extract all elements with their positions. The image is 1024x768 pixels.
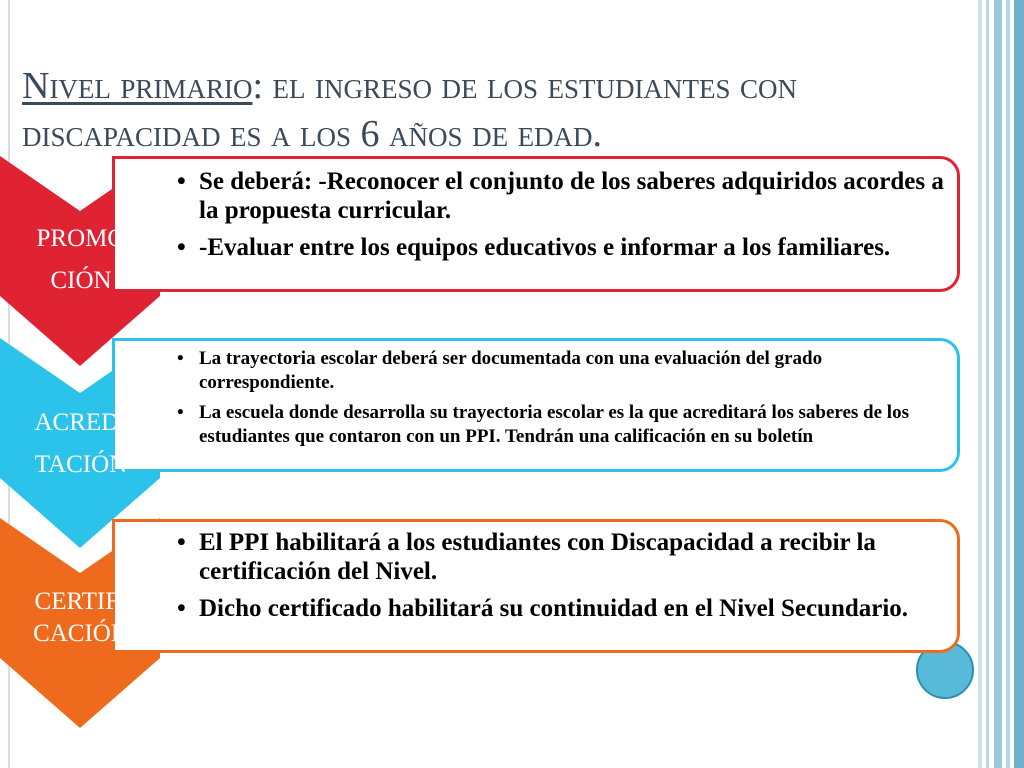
list-item: • La trayectoria escolar deberá ser documentada con una evaluación del grado correspondiente. xyxy=(173,347,945,395)
list-item: • El PPI habilitará a los estudiantes con Discapacidad a recibir la certificación del Nivel. xyxy=(173,528,945,586)
list-item: • Dicho certificado habilitará su continuidad en el Nivel Secundario. xyxy=(173,594,945,623)
right-decorative-stripes xyxy=(978,0,1024,768)
content-box-certificacion xyxy=(112,519,960,653)
chevron-label-promocion: PROMO CIÓN xyxy=(36,225,126,294)
title-rest: : el ingreso de los estudiantes con discapacidad es a los 6 años de edad. xyxy=(22,65,797,155)
title-underlined-part: Nivel primario xyxy=(22,65,253,107)
list-item: • Se deberá: -Reconocer el conjunto de los saberes adquiridos acordes a la propuesta curricular. xyxy=(173,167,945,225)
list-item: • La escuela donde desarrolla su trayectoria escolar es la que acreditará los saberes de los estudiantes que contaron con un PPI. Tendrán una calificación en su boletín xyxy=(173,401,945,449)
slide-title xyxy=(22,62,922,158)
content-box-acreditacion xyxy=(112,338,960,472)
content-box-promocion xyxy=(112,156,960,292)
list-item: • -Evaluar entre los equipos educativos e informar a los familiares. xyxy=(173,233,945,262)
chevron-label-certificacion: CERTIFI CACIÓN xyxy=(33,588,129,647)
chevron-label-acreditacion: ACREDI TACIÓN xyxy=(34,409,128,478)
